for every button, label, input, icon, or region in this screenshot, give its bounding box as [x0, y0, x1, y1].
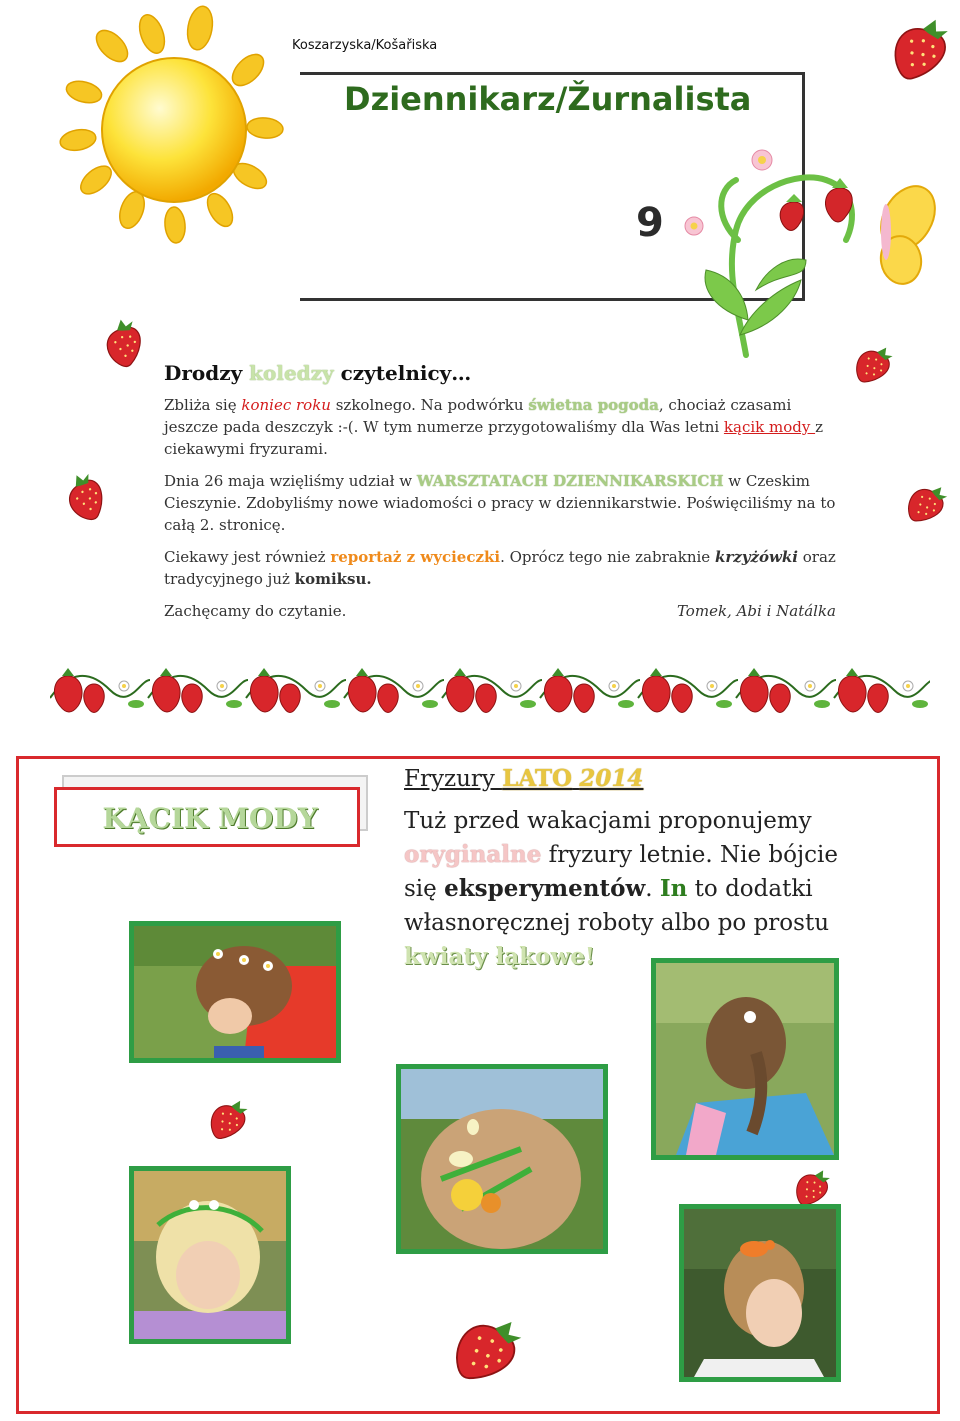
hairstyle-photo-4: [129, 1166, 291, 1344]
fashion-article: [404, 762, 844, 974]
closing-text: Zachęcamy do czytanie.: [164, 602, 347, 620]
strawberry-icon: [902, 480, 950, 528]
intro-paragraph-2: Dnia 26 maja wzięliśmy udział w WARSZTATACH DZIENNIKARSKICH w Czeskim Cieszynie. Zdobyliśmy nowe wiadomości o pracy w dziennikarstwie. Poświęciliśmy na to całą 2. stronicę.: [164, 472, 836, 534]
butterfly-icon: [870, 177, 946, 288]
hairstyle-photo-2: [651, 958, 839, 1160]
strawberry-icon: [98, 318, 150, 370]
signature: Tomek, Abi i Natálka: [676, 602, 836, 620]
newspaper-title: Dziennikarz/Žurnalista: [344, 80, 752, 118]
fashion-body: Tuż przed wakacjami proponujemy oryginalne fryzury letnie. Nie bójcie się eksperymentów. In to dodatki własnoręcznej roboty albo po prostu kwiaty łąkowe!: [404, 808, 838, 970]
newspaper-subtitle: Koszarzyska/Košařiska: [292, 38, 438, 53]
strawberry-icon: [884, 14, 956, 86]
intro-section: [164, 362, 844, 622]
intro-paragraph-3: Ciekawy jest również reportaż z wycieczki. Oprócz tego nie zabraknie krzyżówki oraz tradycyjnego już komiksu.: [164, 548, 836, 588]
hairstyle-photo-3: [396, 1064, 608, 1254]
fashion-heading: Fryzury LATO 2014: [404, 765, 644, 792]
strawberry-border-divider: [50, 660, 930, 720]
strawberry-icon: [60, 472, 112, 524]
vine-illustration: [676, 120, 956, 360]
strawberry-icon: [850, 342, 896, 388]
hairstyle-photo-5: [679, 1204, 841, 1382]
hairstyle-photo-1: [129, 921, 341, 1063]
issue-number: 9: [636, 200, 664, 246]
closing-row: [164, 600, 836, 622]
sun-illustration: [40, 0, 300, 250]
section-label: KĄCIK MODY: [102, 802, 318, 835]
intro-paragraph-1: Zbliża się koniec roku szkolnego. Na podwórku świetna pogoda, chociaż czasami jeszcze pada deszczyk :-(. W tym numerze przygotowaliśmy dla Was letni kącik mody z ciekawymi fryzurami.: [164, 396, 824, 458]
intro-heading: Drodzy koledzy czytelnicy…: [164, 361, 472, 385]
